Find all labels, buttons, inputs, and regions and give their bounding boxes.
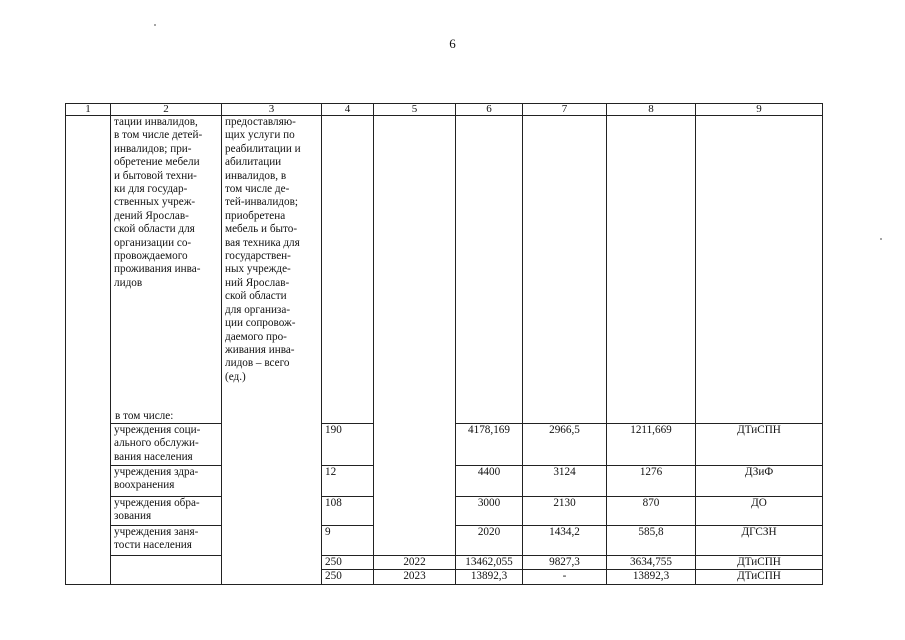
col-header-2: 2 <box>111 104 222 116</box>
cell-c7 <box>523 116 607 424</box>
cell-c6 <box>456 116 523 424</box>
row-executor: ДТиСПН <box>696 424 823 466</box>
row-label: учреждения соци- ального обслужи- вания населения <box>111 424 222 466</box>
scan-speck <box>880 238 882 240</box>
total-executor: ДТиСПН <box>696 556 823 570</box>
col1-cell <box>66 116 111 585</box>
col-header-4: 4 <box>322 104 374 116</box>
row-federal: 1276 <box>607 466 696 497</box>
total-qty: 250 <box>322 570 374 584</box>
total-year: 2023 <box>374 570 456 584</box>
total-sum: 13892,3 <box>456 570 523 584</box>
indicator-description: предоставляю- щих услуги по реабилитации и абилитации инвалидов, в том числе де- тей-инвалидов; приобретена мебель и быто- вая техника для государствен- ных учрежде- ний Ярослав- ской области для организа- ции сопровож- даемого про- живания инва- лидов – всего (ед.) <box>222 116 322 585</box>
including-label: в том числе: <box>115 409 174 422</box>
total-sum: 13462,055 <box>456 556 523 570</box>
total-row <box>66 556 823 570</box>
row-federal: 870 <box>607 497 696 526</box>
column-number-row <box>66 104 823 116</box>
total-regional: - <box>523 570 607 584</box>
row-qty: 9 <box>322 526 374 556</box>
row-total: 4178,169 <box>456 424 523 466</box>
total-qty: 250 <box>322 556 374 570</box>
row-regional: 2966,5 <box>523 424 607 466</box>
row-executor: ДО <box>696 497 823 526</box>
row-federal: 1211,669 <box>607 424 696 466</box>
cell-c9 <box>696 116 823 424</box>
cell-c4 <box>322 116 374 424</box>
page-number: 6 <box>449 36 456 51</box>
row-qty: 12 <box>322 466 374 497</box>
measure-description-cell <box>111 116 222 424</box>
row-executor: ДГСЗН <box>696 526 823 556</box>
col-header-1: 1 <box>66 104 111 116</box>
row-qty: 190 <box>322 424 374 466</box>
row-qty: 108 <box>322 497 374 526</box>
scan-speck <box>154 24 156 26</box>
total-federal: 13892,3 <box>607 570 696 584</box>
row-total: 2020 <box>456 526 523 556</box>
row-federal: 585,8 <box>607 526 696 556</box>
continuation-row <box>66 116 823 424</box>
row-total: 4400 <box>456 466 523 497</box>
row-regional: 1434,2 <box>523 526 607 556</box>
row-label: учреждения здра- воохранения <box>111 466 222 497</box>
col-header-3: 3 <box>222 104 322 116</box>
row-total: 3000 <box>456 497 523 526</box>
row-label: учреждения заня- тости населения <box>111 526 222 556</box>
cell-c5-blank <box>374 116 456 556</box>
row-label: учреждения обра- зования <box>111 497 222 526</box>
total-label-blank <box>111 556 222 585</box>
total-executor: ДТиСПН <box>696 570 823 584</box>
col-header-9: 9 <box>696 104 823 116</box>
cell-c8 <box>607 116 696 424</box>
row-regional: 3124 <box>523 466 607 497</box>
row-executor: ДЗиФ <box>696 466 823 497</box>
total-regional: 9827,3 <box>523 556 607 570</box>
row-regional: 2130 <box>523 497 607 526</box>
col-header-8: 8 <box>607 104 696 116</box>
total-year: 2022 <box>374 556 456 570</box>
total-federal: 3634,755 <box>607 556 696 570</box>
program-table <box>65 103 823 585</box>
measure-description: тации инвалидов, в том числе детей- инвалидов; при- обретение мебели и бытовой техни- ки для государ- ственных учреж- дений Ярослав- ской области для организации со- провождаемого проживания инва- лидов <box>114 116 203 289</box>
col-header-7: 7 <box>523 104 607 116</box>
col-header-5: 5 <box>374 104 456 116</box>
col-header-6: 6 <box>456 104 523 116</box>
